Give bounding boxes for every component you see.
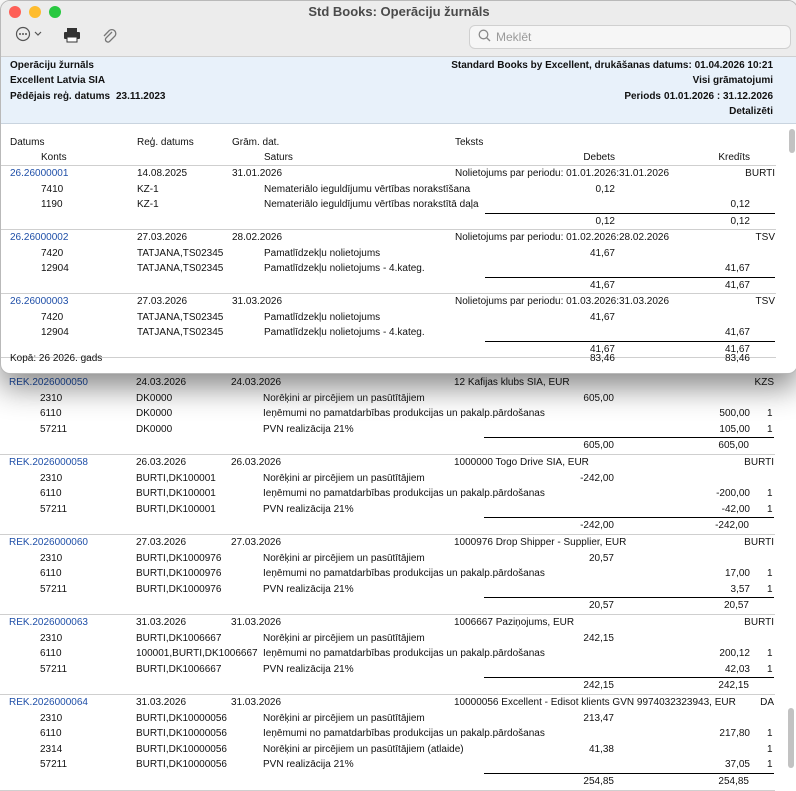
entry-reg-date: 27.03.2026 [137, 296, 188, 307]
entry-code: BURTI [745, 168, 775, 179]
row-account: 2310 [40, 392, 63, 404]
row-ref: BURTI,DK100001 [136, 472, 216, 484]
entry-separator [0, 454, 775, 455]
row-account: 2310 [40, 632, 63, 644]
entry-total-credit: 20,57 [723, 600, 749, 612]
entry-code: BURTI [744, 457, 774, 468]
row-ref: BURTI,DK10000056 [136, 712, 227, 724]
row-account: 2310 [40, 552, 63, 564]
row-credit: 217,80 [719, 728, 750, 740]
entry-reg-date: 27.03.2026 [137, 232, 188, 243]
row-account: 1190 [41, 199, 63, 210]
row-debit: 0,12 [595, 183, 615, 195]
row-account: 57211 [40, 663, 68, 675]
row-credit: 3,57 [730, 583, 750, 595]
entry-reg-date: 26.03.2026 [136, 457, 187, 468]
row-account: 7420 [41, 247, 64, 259]
entry-text: 12 Kafijas klubs SIA, EUR [454, 377, 570, 388]
row-description: Nemateriālo ieguldījumu vērtības norakstīšana [264, 183, 471, 195]
entry-code: DA [760, 697, 774, 708]
entry-code: BURTI [744, 617, 774, 628]
entry-book-date: 31.03.2026 [231, 697, 282, 708]
col-reg-date: Reģ. datums [137, 137, 194, 148]
subtotal-line [484, 677, 774, 678]
entry-reg-date: 14.08.2025 [137, 168, 188, 179]
row-credit: 37,05 [724, 759, 750, 771]
row-account: 6110 [40, 648, 62, 660]
row-flag: 1 [767, 743, 773, 755]
row-account: 2310 [40, 712, 63, 724]
row-ref: BURTI,DK10000056 [136, 728, 227, 740]
row-debit: 20,57 [588, 552, 614, 564]
row-credit: 105,00 [719, 423, 750, 435]
entry-text: 1006667 Paziņojums, EUR [454, 617, 575, 628]
row-description: PVN realizācija 21% [263, 423, 354, 435]
row-account: 12904 [41, 327, 69, 338]
col-account: Konts [41, 152, 67, 163]
row-description: PVN realizācija 21% [263, 759, 354, 771]
row-ref: DK0000 [136, 423, 173, 435]
row-description: Pamatlīdzekļu nolietojums [264, 311, 381, 323]
entry-text: 1000000 Togo Drive SIA, EUR [454, 457, 589, 468]
printer-icon[interactable] [63, 27, 81, 46]
row-debit: 605,00 [583, 392, 614, 404]
entry-total-debit: 41,67 [589, 279, 615, 291]
entry-total-debit: 20,57 [588, 600, 614, 612]
row-ref: BURTI,DK1006667 [136, 663, 222, 675]
row-account: 57211 [40, 583, 68, 595]
entry-number[interactable]: REK.2026000064 [9, 697, 88, 708]
entry-text: Nolietojums par periodu: 01.01.2026:31.01.2026 [455, 168, 670, 179]
col-content: Saturs [264, 152, 293, 163]
row-description: Ieņēmumi no pamatdarbības produkcijas un pakalp.pārdošanas [263, 648, 545, 660]
col-debit: Debets [583, 152, 615, 163]
detail-level: Detalizēti [729, 106, 773, 117]
row-flag: 1 [767, 648, 773, 660]
entry-total-credit: 0,12 [730, 215, 750, 227]
entry-number[interactable]: REK.2026000058 [9, 457, 88, 468]
row-flag: 1 [767, 503, 773, 515]
entry-reg-date: 27.03.2026 [136, 537, 187, 548]
row-credit: 200,12 [719, 648, 750, 660]
row-description: Pamatlīdzekļu nolietojums - 4.kateg. [264, 327, 425, 338]
entry-code: KZS [754, 377, 774, 388]
row-account: 12904 [41, 263, 69, 274]
col-date: Datums [10, 137, 45, 148]
col-credit: Kredīts [718, 152, 750, 163]
print-info: Standard Books by Excellent, drukāšanas datums: 01.04.2026 10:21 [451, 60, 773, 71]
row-description: Norēķini ar pircējiem un pasūtītājiem (atlaide) [263, 743, 464, 755]
title-bar [1, 1, 796, 57]
entry-text: 10000056 Excellent - Edisot klients GVN 9974032323943, EUR [454, 697, 736, 708]
journals-filter: Visi grāmatojumi [692, 75, 773, 86]
row-ref: TATJANA,TS02345 [137, 327, 224, 338]
row-description: Pamatlīdzekļu nolietojums [264, 247, 381, 259]
header-separator [1, 165, 776, 166]
entry-book-date: 31.03.2026 [231, 617, 282, 628]
entry-book-date: 24.03.2026 [231, 377, 282, 388]
entry-number[interactable]: REK.2026000050 [9, 377, 88, 388]
row-description: Norēķini ar pircējiem un pasūtītājiem [263, 552, 425, 564]
entry-total-credit: -242,00 [715, 520, 749, 532]
row-flag: 1 [767, 728, 773, 740]
entry-text: Nolietojums par periodu: 01.02.2026:28.02.2026 [455, 232, 670, 243]
row-ref: TATJANA,TS02345 [137, 263, 224, 274]
entry-text: 1000976 Drop Shipper - Supplier, EUR [454, 537, 627, 548]
row-flag: 1 [767, 488, 773, 500]
row-ref: BURTI,DK1000976 [136, 568, 222, 580]
entry-reg-date: 31.03.2026 [136, 617, 187, 628]
entry-total-debit: 41,67 [589, 343, 615, 355]
col-text: Teksts [455, 137, 484, 148]
total-debit: 83,46 [589, 353, 615, 364]
row-ref: DK0000 [136, 392, 173, 404]
entry-total-debit: 0,12 [595, 215, 615, 227]
entry-separator [0, 614, 775, 615]
row-description: Pamatlīdzekļu nolietojums - 4.kateg. [264, 263, 425, 274]
entry-separator [0, 534, 775, 535]
row-credit: 0,12 [730, 199, 750, 210]
row-account: 7420 [41, 311, 64, 323]
report-header [1, 57, 796, 124]
row-ref: TATJANA,TS02345 [137, 311, 224, 323]
entry-book-date: 28.02.2026 [232, 232, 283, 243]
company-name: Excellent Latvia SIA [10, 75, 106, 86]
entry-total-debit: 605,00 [583, 440, 614, 452]
row-description: Norēķini ar pircējiem un pasūtītājiem [263, 632, 425, 644]
row-account: 6110 [40, 488, 62, 500]
background-scrollbar-thumb[interactable] [788, 708, 794, 768]
col-book-date: Grām. dat. [232, 137, 280, 148]
row-ref: BURTI,DK1006667 [136, 632, 222, 644]
row-credit: -200,00 [716, 488, 750, 500]
row-ref: BURTI,DK1000976 [136, 583, 222, 595]
entry-total-credit: 41,67 [724, 279, 750, 291]
entry-separator [0, 694, 775, 695]
row-description: Norēķini ar pircējiem un pasūtītājiem [263, 392, 425, 404]
row-credit: 17,00 [724, 568, 750, 580]
last-reg-date: 23.11.2023 [116, 91, 166, 102]
paperclip-icon[interactable] [101, 27, 117, 48]
entry-book-date: 31.01.2026 [232, 168, 283, 179]
entry-reg-date: 24.03.2026 [136, 377, 187, 388]
row-debit: 41,67 [589, 247, 615, 259]
row-account: 57211 [40, 423, 68, 435]
entry-number[interactable]: REK.2026000060 [9, 537, 88, 548]
row-description: Norēķini ar pircējiem un pasūtītājiem [263, 472, 425, 484]
entry-book-date: 31.03.2026 [232, 296, 283, 307]
subtotal-line [484, 517, 774, 518]
row-credit: -42,00 [721, 503, 750, 515]
row-ref: TATJANA,TS02345 [137, 247, 224, 259]
row-description: Ieņēmumi no pamatdarbības produkcijas un pakalp.pārdošanas [263, 488, 545, 500]
row-ref: BURTI,DK100001 [136, 488, 216, 500]
entry-total-credit: 41,67 [724, 343, 750, 355]
row-account: 6110 [40, 728, 62, 740]
row-credit: 500,00 [719, 408, 750, 420]
entry-book-date: 26.03.2026 [231, 457, 282, 468]
entry-number[interactable]: 26.26000003 [10, 296, 69, 307]
row-account: 2314 [40, 743, 63, 755]
row-credit: 41,67 [724, 327, 750, 338]
row-description: Norēķini ar pircējiem un pasūtītājiem [263, 712, 425, 724]
row-description: Nemateriālo ieguldījumu vērtības norakstītā daļa [264, 199, 479, 210]
entry-text: Nolietojums par periodu: 01.03.2026:31.03.2026 [455, 296, 670, 307]
row-debit: 242,15 [583, 632, 614, 644]
entry-reg-date: 31.03.2026 [136, 697, 187, 708]
scrollbar-thumb[interactable] [789, 129, 795, 153]
entry-total-debit: -242,00 [580, 520, 614, 532]
entry-code: BURTI [744, 537, 774, 548]
entry-total-credit: 242,15 [718, 680, 749, 692]
row-ref: BURTI,DK1000976 [136, 552, 222, 564]
row-ref: 100001,BURTI,DK1006667 [136, 648, 258, 660]
search-placeholder: Meklēt [496, 30, 532, 44]
row-description: Ieņēmumi no pamatdarbības produkcijas un pakalp.pārdošanas [263, 568, 545, 580]
subtotal-line [484, 597, 774, 598]
row-description: PVN realizācija 21% [263, 503, 354, 515]
last-reg-label: Pēdējais reģ. datums [10, 91, 111, 102]
subtotal-line [485, 213, 775, 214]
entry-total-debit: 242,15 [583, 680, 614, 692]
row-account: 2310 [40, 472, 63, 484]
row-debit: 41,38 [588, 743, 614, 755]
row-account: 57211 [40, 759, 68, 771]
row-debit: 41,67 [589, 311, 615, 323]
entry-number[interactable]: 26.26000002 [10, 232, 69, 243]
row-flag: 1 [767, 408, 773, 420]
row-account: 7410 [41, 183, 64, 195]
entry-code: TSV [755, 232, 775, 243]
total-credit: 83,46 [724, 353, 750, 364]
entry-total-credit: 605,00 [718, 440, 749, 452]
row-account: 57211 [40, 503, 68, 515]
row-description: PVN realizācija 21% [263, 583, 354, 595]
entry-book-date: 27.03.2026 [231, 537, 282, 548]
report-name: Operāciju žurnāls [10, 60, 94, 71]
row-ref: KZ-1 [137, 199, 159, 210]
row-flag: 1 [767, 663, 773, 675]
entry-separator [0, 790, 775, 791]
period-label: Periods [624, 91, 661, 102]
report-window [0, 0, 796, 374]
subtotal-line [484, 773, 774, 774]
subtotal-line [485, 277, 775, 278]
row-credit: 41,67 [724, 263, 750, 274]
row-debit: 213,47 [583, 712, 614, 724]
row-ref: BURTI,DK10000056 [136, 759, 227, 771]
period-value: 01.01.2026 : 31.12.2026 [664, 91, 773, 102]
row-flag: 1 [767, 759, 773, 771]
row-credit: 42,03 [724, 663, 750, 675]
window-title: Std Books: Operāciju žurnāls [308, 4, 490, 19]
total-label: Kopā: 26 2026. gads [10, 353, 103, 364]
row-description: Ieņēmumi no pamatdarbības produkcijas un pakalp.pārdošanas [263, 728, 545, 740]
entry-separator [1, 229, 776, 230]
row-ref: KZ-1 [137, 183, 159, 195]
row-ref: BURTI,DK10000056 [136, 743, 227, 755]
entry-number[interactable]: REK.2026000063 [9, 617, 88, 628]
row-description: PVN realizācija 21% [263, 663, 354, 675]
entry-separator [1, 293, 776, 294]
row-debit: -242,00 [580, 472, 614, 484]
row-account: 6110 [40, 408, 62, 420]
ellipsis-circle-icon[interactable] [15, 26, 43, 45]
entry-total-credit: 254,85 [718, 776, 749, 787]
subtotal-line [485, 341, 775, 342]
entry-total-debit: 254,85 [583, 776, 614, 787]
entry-number[interactable]: 26.26000001 [10, 168, 69, 179]
row-ref: BURTI,DK100001 [136, 503, 216, 515]
subtotal-line [484, 437, 774, 438]
search-icon [478, 29, 491, 45]
row-description: Ieņēmumi no pamatdarbības produkcijas un pakalp.pārdošanas [263, 408, 545, 420]
row-account: 6110 [40, 568, 62, 580]
row-flag: 1 [767, 568, 773, 580]
row-ref: DK0000 [136, 408, 173, 420]
row-flag: 1 [767, 423, 773, 435]
row-flag: 1 [767, 583, 773, 595]
entry-separator [1, 357, 776, 358]
entry-code: TSV [755, 296, 775, 307]
search-field[interactable] [469, 25, 791, 49]
